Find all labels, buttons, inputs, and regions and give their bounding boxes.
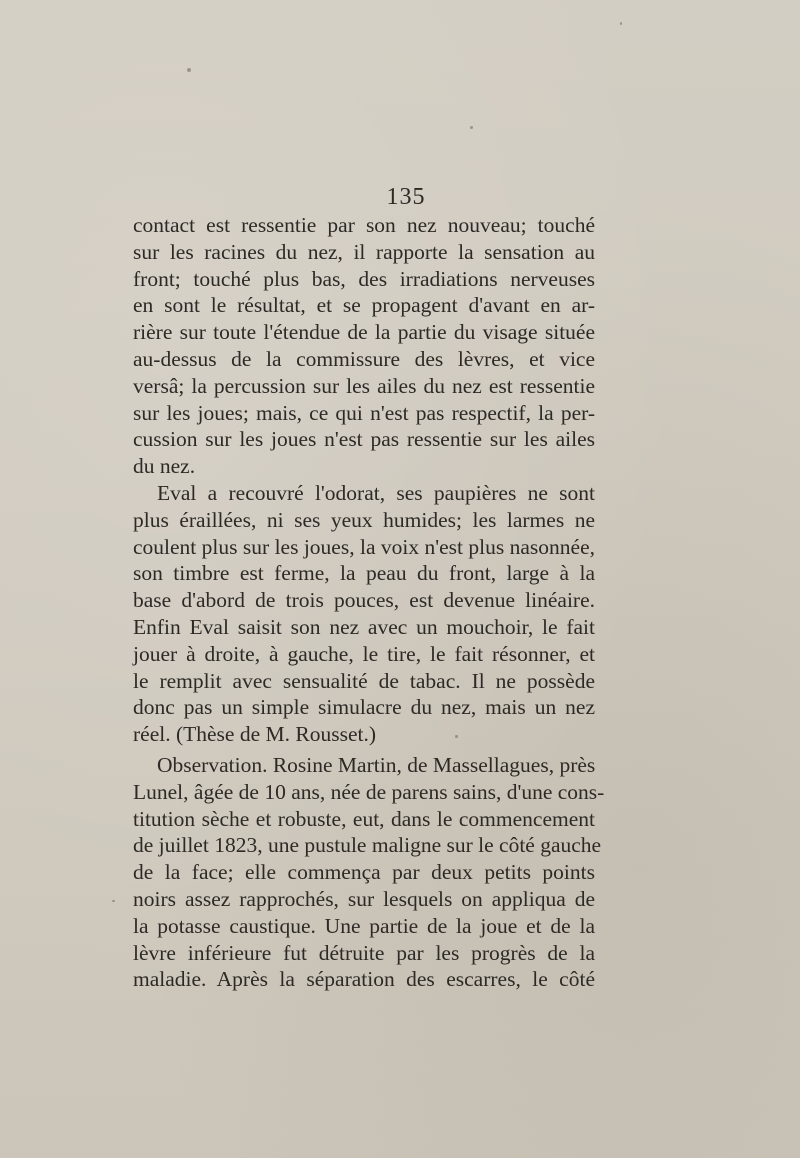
text-line: jouer à droite, à gauche, le tire, le fait résonner, et	[133, 641, 595, 666]
text-line: coulent plus sur les joues, la voix n'est plus nasonnée,	[133, 534, 595, 559]
text-line: lèvre inférieure fut détruite par les progrès de la	[133, 940, 595, 965]
text-line: de juillet 1823, une pustule maligne sur le côté gauche	[133, 833, 602, 858]
text-line: de la face; elle commença par deux petits points	[133, 860, 595, 885]
text-line: Lunel, âgée de 10 ans, née de parens sains, d'une cons-	[133, 779, 605, 804]
text-line: titution sèche et robuste, eut, dans le commencement	[133, 806, 595, 831]
text-line: Observation. Rosine Martin, de Massellagues, près	[157, 753, 596, 777]
text-line: au-dessus de la commissure des lèvres, et vice	[133, 346, 595, 371]
text-line: contact est ressentie par son nez nouveau; touché	[133, 213, 595, 237]
text-line: versâ; la percussion sur les ailes du nez est ressentie	[133, 373, 595, 398]
paper-speck	[112, 900, 115, 902]
text-line: donc pas un simple simulacre du nez, mais un nez	[133, 695, 595, 720]
page-number: 135	[386, 184, 426, 210]
text-line: la potasse caustique. Une partie de la joue et de la	[133, 913, 595, 938]
text-line: base d'abord de trois pouces, est devenue linéaire.	[133, 588, 595, 613]
paragraph-2	[133, 480, 595, 748]
paragraph-1	[133, 212, 595, 480]
text-line: noirs assez rapprochés, sur lesquels on appliqua de	[133, 886, 595, 911]
text-line: rière sur toute l'étendue de la partie du visage située	[133, 320, 595, 345]
text-line: cussion sur les joues n'est pas ressentie sur les ailes	[133, 427, 595, 452]
paper-speck	[470, 126, 473, 129]
text-line: sur les racines du nez, il rapporte la sensation au	[133, 239, 595, 264]
text-line: réel. (Thèse de M. Rousset.)	[133, 722, 376, 747]
paper-speck	[620, 22, 622, 25]
text-line: sur les joues; mais, ce qui n'est pas respectif, la per-	[133, 400, 595, 425]
text-line: front; touché plus bas, des irradiations nerveuses	[133, 266, 595, 291]
text-line: le remplit avec sensualité de tabac. Il ne possède	[133, 668, 595, 693]
text-line: plus éraillées, ni ses yeux humides; les larmes ne	[133, 507, 595, 532]
paper-speck	[187, 68, 191, 72]
text-line: Eval a recouvré l'odorat, ses paupières ne sont	[157, 481, 595, 505]
text-line: en sont le résultat, et se propagent d'avant en ar-	[133, 293, 595, 318]
text-line: Enfin Eval saisit son nez avec un mouchoir, le fait	[133, 614, 595, 639]
text-line: du nez.	[133, 454, 196, 479]
text-line: son timbre est ferme, la peau du front, large à la	[133, 561, 595, 586]
text-line: maladie. Après la séparation des escarres, le côté	[133, 967, 595, 992]
paragraph-3	[133, 752, 605, 993]
